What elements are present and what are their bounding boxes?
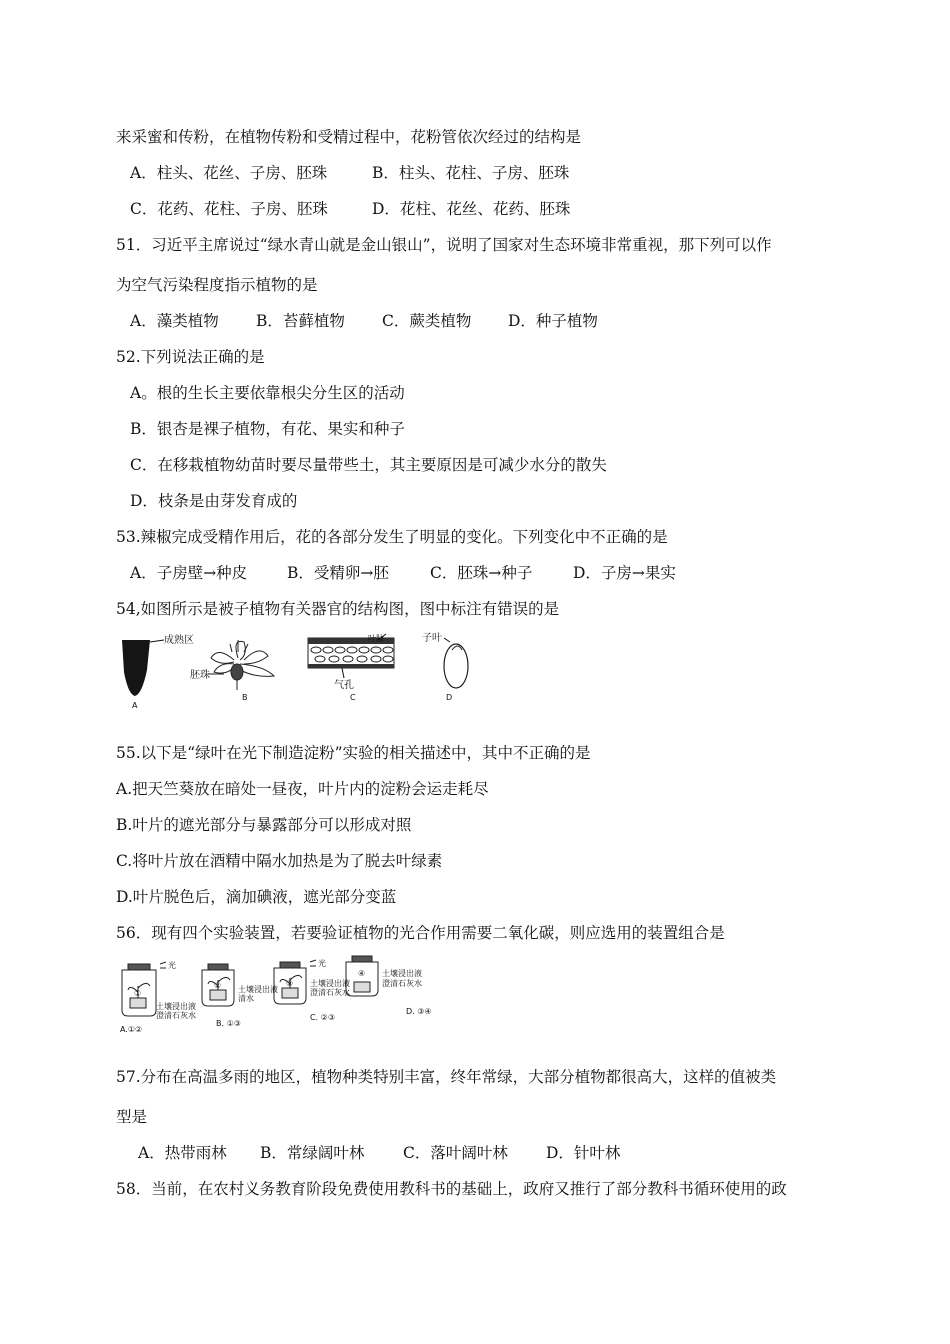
apparatus-2	[202, 964, 234, 1006]
q56-soil-1: 土壤浸出液	[156, 1002, 196, 1011]
q51-option-d: D．种子植物	[508, 312, 598, 330]
q56-num-1: ①	[134, 989, 142, 998]
q57-option-a: A．热带雨林	[138, 1144, 227, 1162]
q53-options	[130, 562, 676, 584]
q55-option-d: D.叶片脱色后，滴加碘液，遮光部分变蓝	[116, 888, 397, 906]
q52-option-b: B．银杏是裸子植物，有花、果实和种子	[130, 420, 405, 438]
q56-light-1: 光	[168, 961, 176, 970]
q56-lime-1: 澄清石灰水	[156, 1011, 196, 1020]
q53-option-b: B．受精卵→胚	[287, 564, 389, 582]
q50-option-a: A．柱头、花丝、子房、胚珠	[130, 164, 328, 182]
q51-option-c: C．蕨类植物	[382, 312, 472, 330]
q50-option-d: D．花柱、花丝、花药、胚珠	[372, 200, 571, 218]
q51-options	[130, 310, 598, 332]
q56-num-2: ②	[214, 981, 222, 990]
q51-stem-line1: 51．习近平主席说过“绿水青山就是金山银山”，说明了国家对生态环境非常重视，那下列可以作	[116, 236, 772, 254]
apparatus-1	[122, 960, 196, 1020]
q54-tag-d: D	[446, 693, 453, 702]
q56-option-c: C. ②③	[310, 1013, 336, 1022]
q54-label-a: 成熟区	[164, 635, 194, 646]
q54-tag-c: C	[350, 693, 356, 702]
q53-option-d: D．子房→果实	[573, 564, 676, 582]
q51-option-b: B．苔藓植物	[256, 312, 345, 330]
q56-option-a: A.①②	[120, 1025, 143, 1034]
q52-option-d: D．枝条是由芽发育成的	[130, 492, 298, 510]
q50-option-b: B．柱头、花柱、子房、胚珠	[372, 164, 570, 182]
apparatus-4	[310, 956, 422, 997]
root-tip-diagram	[122, 633, 194, 710]
q56-num-3: ③	[286, 979, 294, 988]
q54-figure	[116, 632, 476, 712]
q54-label-b: 胚珠	[190, 670, 210, 681]
q51-stem-line2: 为空气污染程度指示植物的是	[116, 276, 318, 294]
q54-label-c-bottom: 气孔	[334, 680, 354, 691]
q52-option-c: C．在移栽植物幼苗时要尽量带些土，其主要原因是可减少水分的散失	[130, 456, 607, 474]
q50-options-row2	[130, 198, 570, 220]
q56-lime-3: 澄清石灰水	[310, 988, 350, 997]
q58-stem-line1: 58．当前，在农村义务教育阶段免费使用教科书的基础上，政府又推行了部分教科书循环使用的政	[116, 1180, 787, 1198]
q50-stem: 来采蜜和传粉，在植物传粉和受精过程中，花粉管依次经过的结构是	[116, 128, 582, 146]
q56-num-4: ④	[358, 969, 366, 978]
q57-option-c: C．落叶阔叶林	[403, 1144, 508, 1162]
q56-soil-2: 土壤浸出液	[238, 985, 278, 994]
q53-option-c: C．胚珠→种子	[430, 564, 533, 582]
q54-stem: 54,如图所示是被子植物有关器官的结构图，图中标注有错误的是	[116, 600, 560, 618]
q56-light-3: 光	[318, 959, 326, 968]
q56-figure	[116, 954, 456, 1036]
q56-option-d: D. ③④	[406, 1007, 432, 1016]
q52-option-a: A。根的生长主要依靠根尖分生区的活动	[130, 384, 405, 402]
q56-soil-4: 土壤浸出液	[382, 969, 422, 978]
q50-option-c: C．花药、花柱、子房、胚珠	[130, 200, 328, 218]
q56-water: 清水	[238, 994, 254, 1003]
q54-tag-a: A	[132, 701, 138, 710]
q55-option-c: C.将叶片放在酒精中隔水加热是为了脱去叶绿素	[116, 852, 443, 870]
q51-option-a: A．藻类植物	[130, 312, 219, 330]
q55-stem: 55.以下是“绿叶在光下制造淀粉”实验的相关描述中，其中不正确的是	[116, 744, 591, 762]
flower-diagram	[190, 640, 274, 702]
q56-option-b: B. ①③	[216, 1019, 241, 1028]
q53-option-a: A．子房壁→种皮	[130, 564, 248, 582]
q50-options-row1	[130, 162, 569, 184]
seed-diagram	[422, 632, 468, 702]
q55-option-b: B.叶片的遮光部分与暴露部分可以形成对照	[116, 816, 412, 834]
q57-stem-line1: 57.分布在高温多雨的地区，植物种类特别丰富，终年常绿，大部分植物都很高大，这样的值被类	[116, 1068, 777, 1086]
q52-stem: 52.下列说法正确的是	[116, 348, 265, 366]
q56-soil-3: 土壤浸出液	[310, 979, 350, 988]
q57-stem-line2: 型是	[116, 1108, 148, 1126]
q56-lime-4: 澄清石灰水	[382, 979, 422, 988]
q54-label-c-top: 叶脉	[368, 634, 384, 643]
q57-options	[138, 1142, 620, 1164]
q54-label-d: 子叶	[422, 633, 442, 644]
q57-option-b: B．常绿阔叶林	[260, 1144, 365, 1162]
q53-stem: 53.辣椒完成受精作用后，花的各部分发生了明显的变化。下列变化中不正确的是	[116, 528, 668, 546]
q56-stem: 56．现有四个实验装置，若要验证植物的光合作用需要二氧化碳，则应选用的装置组合是	[116, 924, 725, 942]
q54-tag-b: B	[242, 693, 248, 702]
q57-option-d: D．针叶林	[546, 1144, 621, 1162]
q55-option-a: A.把天竺葵放在暗处一昼夜，叶片内的淀粉会运走耗尽	[116, 780, 489, 798]
leaf-section-diagram	[308, 633, 394, 702]
